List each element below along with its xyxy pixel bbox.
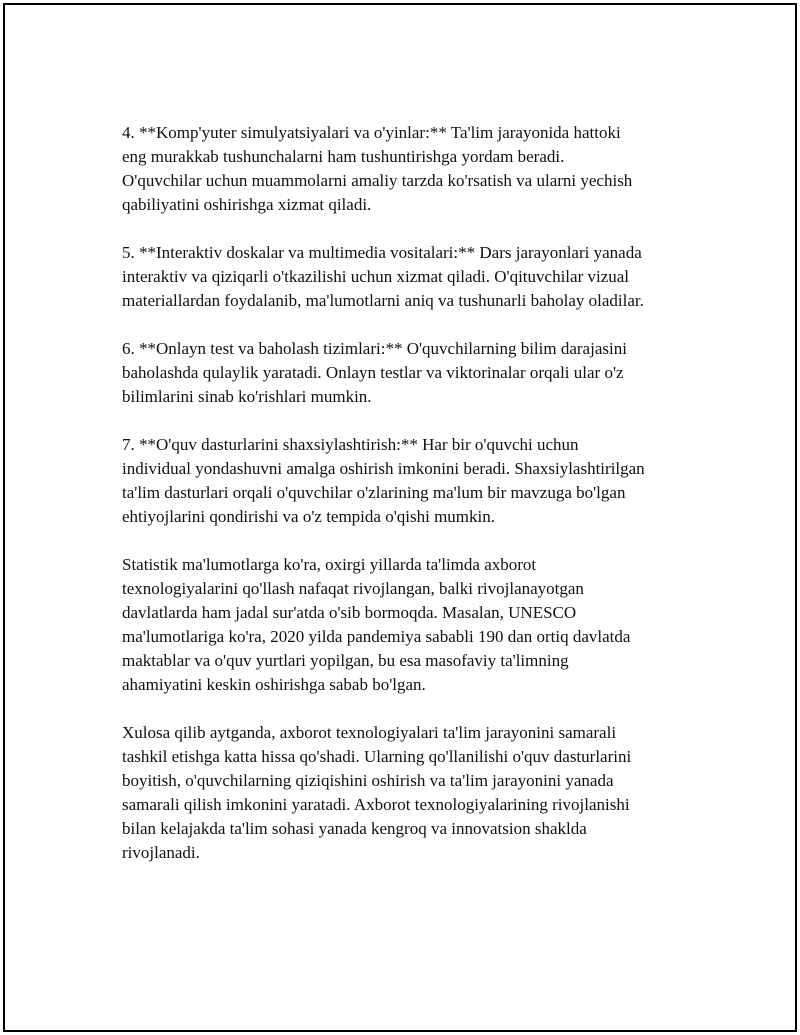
paragraph-interactive-boards: 5. **Interaktiv doskalar va multimedia vositalari:** Dars jarayonlari yanada interaktiv va qiziqarli o'tkazilishi uchun xizmat qiladi. O'qituvchilar vizual materiallardan foydalanib, ma'lumotlarni aniq va tushunarli baholay oladilar. xyxy=(122,243,644,310)
document-page xyxy=(3,3,797,1032)
paragraph-personalization: 7. **O'quv dasturlarini shaxsiylashtirish:** Har bir o'quvchi uchun individual yondashuvni amalga oshirish imkonini beradi. Shaxsiylashtirilgan ta'lim dasturlari orqali o'quvchilar o'zlarining ma'lum bir mavzuga bo'lgan ehtiyojlarini qondirishi va o'z tempida o'qishi mumkin. xyxy=(122,435,645,526)
paragraph-online-testing: 6. **Onlayn test va baholash tizimlari:** O'quvchilarning bilim darajasini baholashda qulaylik yaratadi. Onlayn testlar va viktorinalar orqali ular o'z bilimlarini sinab ko'rishlari mumkin. xyxy=(122,339,627,406)
paragraph-simulations: 4. **Komp'yuter simulyatsiyalari va o'yinlar:** Ta'lim jarayonida hattoki eng murakkab tushunchalarni ham tushuntirishga yordam beradi. O'quvchilar uchun muammolarni amaliy tarzda ko'rsatish va ularni yechish qabiliyatini oshirishga xizmat qiladi. xyxy=(122,123,633,214)
paragraph-statistics: Statistik ma'lumotlarga ko'ra, oxirgi yillarda ta'limda axborot texnologiyalarini qo'llash nafaqat rivojlangan, balki rivojlanayotgan davlatlarda ham jadal sur'atda o'sib bormoqda. Masalan, UNESCO ma'lumotlariga ko'ra, 2020 yilda pandemiya sababli 190 dan ortiq davlatda maktablar va o'quv yurtlari yopilgan, bu esa masofaviy ta'limning ahamiyatini keskin oshirishga sabab bo'lgan. xyxy=(122,555,631,694)
paragraph-conclusion: Xulosa qilib aytganda, axborot texnologiyalari ta'lim jarayonini samarali tashkil etishga katta hissa qo'shadi. Ularning qo'llanilishi o'quv dasturlarini boyitish, o'quvchilarning qiziqishini oshirish va ta'lim jarayonini yanada samarali qilish imkonini yaratadi. Axborot texnologiyalarining rivojlanishi bilan kelajakda ta'lim sohasi yanada kengroq va innovatsion shaklda rivojlanadi. xyxy=(122,723,632,862)
document-body xyxy=(122,121,702,889)
